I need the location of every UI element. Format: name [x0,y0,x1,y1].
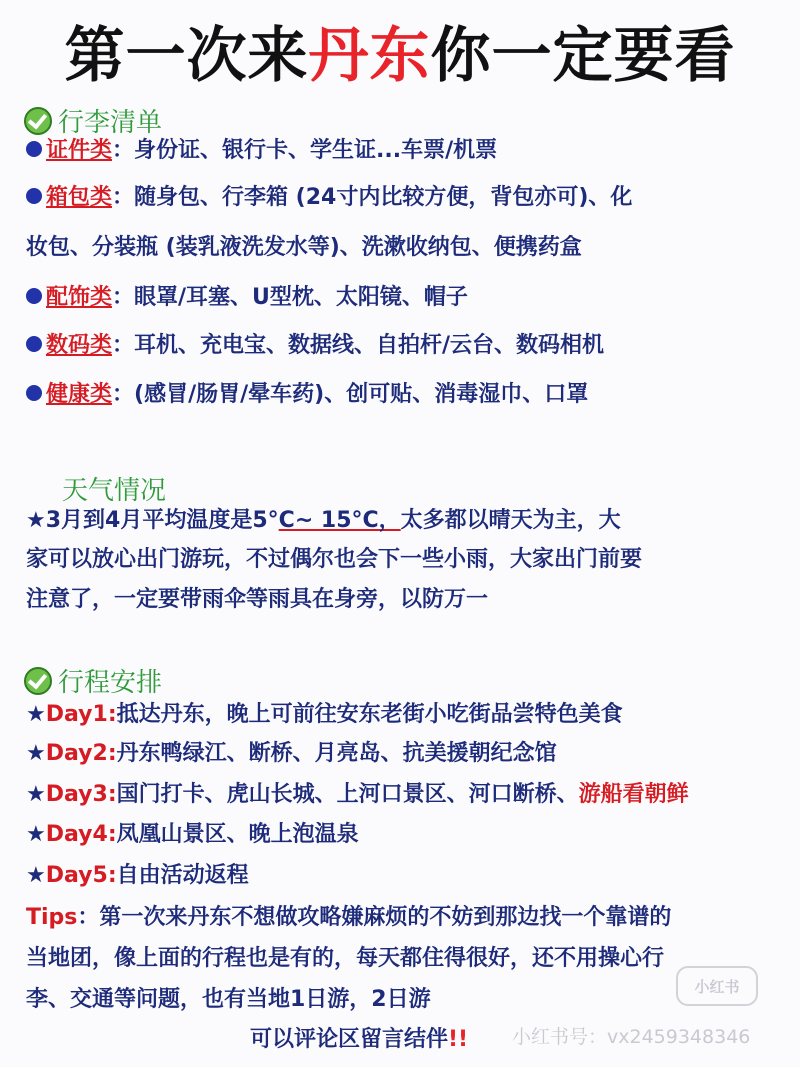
packing-text: ：随身包、行李箱 (24寸内比较方便，背包亦可)、化 [112,185,633,210]
day-text: 凤凰山景区、晚上泡温泉 [116,822,359,847]
day-label: Day1: [45,702,117,727]
itinerary-day [26,817,359,848]
footer-text: 可以评论区留言结伴 [250,1027,449,1052]
weather-line-2: 家可以放心出门游玩，不过偶尔也会下一些小雨，大家出门前要 [26,547,643,572]
exclamation-icon: !! [448,1027,469,1052]
packing-item [26,328,604,359]
day-label: Day2: [45,741,117,766]
bullet-dot-icon [26,336,42,352]
itinerary-day [26,777,689,808]
weather-heading [62,470,166,507]
tips-line-2: 当地团，像上面的行程也是有的，每天都住得很好，还不用操心行 [26,946,665,971]
tips-text: ：第一次来丹东不想做攻略嫌麻烦的不妨到那边找一个靠谱的 [77,905,672,930]
packing-category: 箱包类 [46,185,113,210]
title-highlight: 丹东 [308,21,431,91]
day-label: Day4: [45,822,117,847]
packing-text: ：(感冒/肠胃/晕车药)、创可贴、消毒湿巾、口罩 [112,382,589,407]
star-icon: ★ [26,508,46,533]
day-text: 抵达丹东，晚上可前往安东老街小吃街品尝特色美食 [116,702,623,727]
packing-category: 证件类 [46,138,113,163]
day-highlight: 游船看朝鲜 [578,782,689,807]
day-label: Day3: [45,782,117,807]
star-icon: ★ [26,822,46,847]
check-circle-icon [24,667,52,695]
packing-text: ：耳机、充电宝、数据线、自拍杆/云台、数码相机 [112,333,605,358]
title-part2: 你一定要看 [430,21,736,91]
watermark-logo: 小红书 [676,966,758,1006]
packing-item [26,377,588,408]
packing-text: ：身份证、银行卡、学生证...车票/机票 [112,138,498,163]
packing-category: 数码类 [46,333,113,358]
day-label: Day5: [45,863,117,888]
day-text: 丹东鸭绿江、断桥、月亮岛、抗美援朝纪念馆 [116,741,557,766]
itinerary-heading-label: 行程安排 [58,668,163,698]
star-icon: ★ [26,741,46,766]
weather-temp-range: C~ 15°C， [278,508,401,533]
day-text: 自由活动返程 [116,863,249,888]
bullet-dot-icon [26,141,42,157]
packing-category: 健康类 [46,382,113,407]
itinerary-day [26,736,557,767]
star-icon: ★ [26,863,46,888]
packing-item [26,180,632,211]
check-circle-icon [24,107,52,135]
weather-text: 3月到4月平均温度是5° [45,508,279,533]
itinerary-day [26,858,249,889]
tips-line-1 [26,900,671,931]
star-icon: ★ [26,702,46,727]
bullet-dot-icon [26,385,42,401]
page-title [0,8,800,94]
bullet-dot-icon [26,188,42,204]
weather-text: 太多都以晴天为主，大 [400,508,621,533]
packing-category: 配饰类 [46,285,113,310]
tips-label: Tips [26,905,78,930]
itinerary-day [26,697,623,728]
packing-item-cont: 妆包、分装瓶 (装乳液洗发水等)、洗漱收纳包、便携药盒 [26,235,582,260]
watermark-text: 小红书号：vx2459348346 [512,1026,751,1048]
day-text: 国门打卡、虎山长城、上河口景区、河口断桥、 [116,782,579,807]
tips-line-3: 李、交通等问题，也有当地1日游，2日游 [26,987,431,1012]
packing-item [26,133,497,164]
packing-text: ：眼罩/耳塞、U型枕、太阳镜、帽子 [112,285,468,310]
weather-line-3: 注意了，一定要带雨伞等雨具在身旁，以防万一 [26,587,489,612]
footer-note [250,1022,468,1053]
packing-item [26,280,468,311]
title-part1: 第一次来 [64,21,309,91]
weather-line-1 [26,503,621,534]
star-icon: ★ [26,782,46,807]
weather-heading-label: 天气情况 [62,476,167,506]
bullet-dot-icon [26,288,42,304]
itinerary-heading [24,662,162,699]
packing-heading-label: 行李清单 [58,108,163,138]
